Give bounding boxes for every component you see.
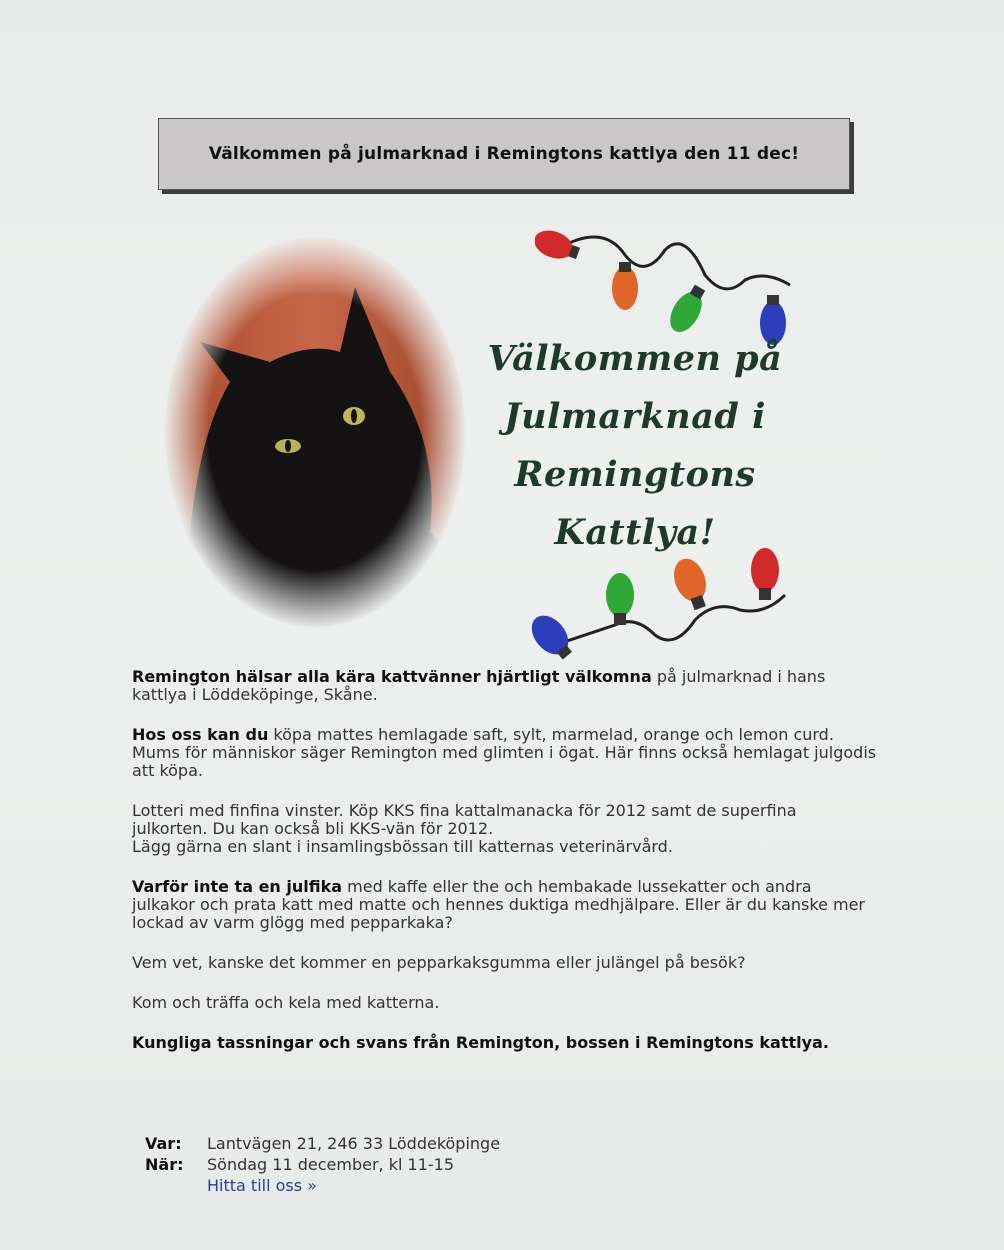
christmas-lights-bottom [525,540,805,670]
when-row [145,1154,500,1175]
where-row [145,1133,500,1154]
where-label: Var: [145,1134,182,1153]
paragraph-cats [132,994,877,1012]
paragraph-products [132,726,877,780]
where-value: Lantvägen 21, 246 33 Löddeköpinge [207,1134,501,1153]
fika-lead: Varför inte ta en julfika [132,877,343,896]
products-lead: Hos oss kan du [132,725,269,744]
products-text: köpa mattes hemlagade saft, sylt, marmelad, orange och lemon curd. Mums för människor säger Remington med glimten i ögat. Här finns också hemlagat julgodis att köpa. [132,725,877,780]
paragraph-greeting [132,668,877,704]
paragraph-lottery [132,802,877,856]
paragraph-fika [132,878,877,932]
lottery-text: Lotteri med finfina vinster. Köp KKS fina kattalmanacka för 2012 samt de superfina julkorten. Du kan också bli KKS-vän för 2012. Lägg gärna en slant i insamlingsbössan till katternas veterinärvård. [132,801,797,856]
signoff: Kungliga tassningar och svans från Remington, bossen i Remingtons kattlya. [132,1033,829,1052]
event-info [145,1133,500,1196]
visitor-text: Vem vet, kanske det kommer en pepparkaksgumma eller julängel på besök? [132,953,746,972]
paragraph-visitor [132,954,877,972]
when-label: När: [145,1155,184,1174]
article-body [132,668,877,1074]
greeting-text: på julmarknad i hans kattlya i Löddeköpinge, Skåne. [132,667,826,704]
welcome-banner: Välkommen på julmarknad i Remingtons kattlya den 11 dec! [158,118,850,190]
directions-link[interactable]: Hitta till oss » [207,1176,317,1195]
cat-photo [160,232,470,632]
cats-text: Kom och träffa och kela med katterna. [132,993,440,1012]
fika-text: med kaffe eller the och hembakade lussekatter och andra julkakor och prata katt med matte och hennes duktiga medhjälpare. Eller är du kanske mer lockad av varm glögg med pepparkaka? [132,877,865,932]
greeting-lead: Remington hälsar alla kära kattvänner hjärtligt välkomna [132,667,652,686]
welcome-graphic-text: Välkommen på Julmarknad i Remingtons Kattlya! [487,338,783,553]
when-value: Söndag 11 december, kl 11-15 [207,1155,454,1174]
